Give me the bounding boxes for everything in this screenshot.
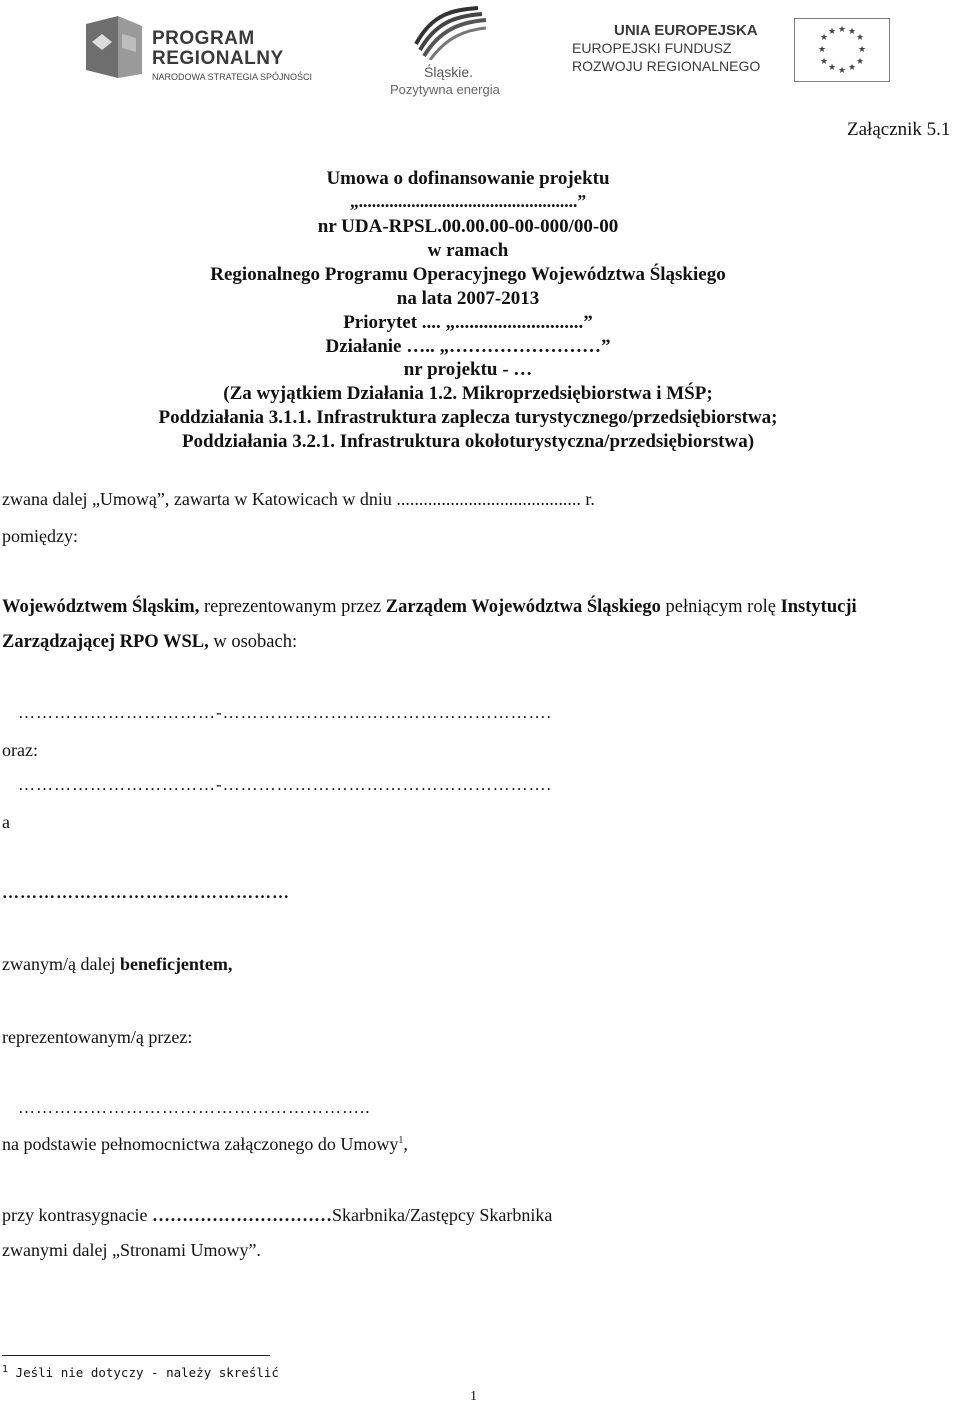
in-persons-text: w osobach: — [208, 632, 298, 652]
slaskie-wave-icon — [408, 4, 488, 60]
svg-text:★: ★ — [827, 27, 837, 37]
eu-logo — [572, 22, 892, 82]
footnote-ref: 1 — [398, 1135, 404, 1146]
svg-text:★: ★ — [819, 57, 829, 67]
programme-period: na lata 2007-2013 — [396, 288, 540, 309]
institution-line1: Instytucji — [780, 597, 857, 617]
priority-placeholder: Priorytet .... „...........................” — [343, 312, 593, 333]
program-regionalny-logo — [82, 12, 342, 82]
project-number-placeholder: nr projektu - … — [403, 359, 533, 380]
beneficiary-fill: ………………………………………… — [2, 883, 290, 902]
represented-by-text: reprezentowanym przez — [199, 597, 386, 617]
role-text: pełniącym rolę — [660, 597, 781, 617]
svg-text:★: ★ — [847, 63, 857, 73]
represented-by-label: reprezentowanym/ą przez: — [2, 1027, 193, 1047]
beneficiary-line — [2, 954, 232, 975]
party-a-line1 — [2, 597, 958, 618]
eu-flag-icon — [794, 18, 890, 82]
measure-placeholder: Działanie ….. „……………………” — [325, 336, 611, 357]
slaskie-logo-line2: Pozytywna energia — [390, 82, 500, 97]
countersignature-role: Skarbnika/Zastępcy Skarbnika — [331, 1205, 553, 1225]
program-regionalny-emblem-icon — [82, 12, 144, 82]
eu-logo-line1: UNIA EUROPEJSKA — [614, 22, 758, 39]
board-name: Zarządem Województwa Śląskiego — [385, 597, 661, 617]
parties-line: zwanymi dalej „Stronami Umowy”. — [2, 1240, 261, 1260]
countersignature-line — [2, 1205, 552, 1226]
programme-name: Regionalnego Programu Operacyjnego Województwa Śląskiego — [210, 264, 726, 285]
svg-text:★: ★ — [847, 27, 857, 37]
power-of-attorney-text: na podstawie pełnomocnictwa załączonego do Umowy — [2, 1134, 399, 1154]
eu-logo-line2: EUROPEJSKI FUNDUSZ — [572, 40, 732, 56]
footnote-number: 1 — [2, 1363, 9, 1375]
program-logo-line1: PROGRAM — [152, 28, 255, 49]
svg-text:★: ★ — [817, 45, 827, 55]
svg-text:★: ★ — [827, 63, 837, 73]
contract-number: nr UDA-RPSL.00.00.00-00-000/00-00 — [317, 216, 619, 237]
intro-line: zwana dalej „Umową”, zawarta w Katowicach w dniu ......................................... r. — [2, 489, 595, 509]
countersignature-fill: ………………………… — [151, 1205, 332, 1225]
exception-line2: Poddziałania 3.1.1. Infrastruktura zaplecza turystycznego/przedsiębiorstwa; — [158, 407, 778, 428]
svg-text:★: ★ — [819, 33, 829, 43]
beneficiary-representative-fill: ………………………………………………….. — [18, 1098, 371, 1117]
footnote-text: Jeśli nie dotyczy - należy skreślić — [8, 1365, 279, 1380]
project-name-placeholder: „..................................................” — [349, 191, 587, 211]
exception-line3: Poddziałania 3.2.1. Infrastruktura okołoturystyczna/przedsiębiorstwa) — [181, 431, 755, 452]
eu-logo-line3: ROZWOJU REGIONALNEGO — [572, 58, 761, 74]
svg-text:★: ★ — [857, 45, 867, 55]
poa-comma: , — [403, 1134, 408, 1154]
called-prefix: zwanym/ą dalej — [2, 954, 120, 974]
and-a-label: a — [2, 812, 10, 832]
svg-text:★: ★ — [855, 57, 865, 67]
footnote-separator — [2, 1355, 270, 1356]
party-a-line2 — [2, 632, 297, 653]
program-logo-line2: REGIONALNY — [152, 48, 284, 69]
countersignature-prefix: przy kontrasygnacie — [2, 1205, 152, 1225]
slaskie-logo — [388, 4, 528, 99]
slaskie-logo-line1: Śląskie. — [424, 64, 474, 80]
between-label: pomiędzy: — [2, 526, 78, 546]
footnote — [2, 1365, 279, 1380]
beneficiary-term: beneficjentem, — [119, 954, 233, 974]
svg-text:★: ★ — [837, 25, 847, 35]
page-number: 1 — [470, 1389, 477, 1404]
contract-title: Umowa o dofinansowanie projektu — [326, 168, 610, 189]
power-of-attorney-line — [2, 1134, 408, 1155]
program-logo-line3: NARODOWA STRATEGIA SPÓJNOŚCI — [152, 72, 313, 82]
exception-line1: (Za wyjątkiem Działania 1.2. Mikroprzedsiębiorstwa i MŚP; — [223, 383, 713, 404]
representatives-fill-2: ……………………………-………………………………………………. — [18, 775, 552, 794]
annex-label: Załącznik 5.1 — [847, 119, 951, 140]
representatives-fill-1: ……………………………-………………………………………………. — [18, 703, 552, 722]
party-a-name: Województwem Śląskim, — [2, 597, 200, 617]
svg-text:★: ★ — [837, 66, 847, 76]
institution-line2: Zarządzającej RPO WSL, — [2, 632, 209, 652]
svg-text:★: ★ — [855, 33, 865, 43]
header-logos — [0, 0, 960, 110]
and-label: oraz: — [2, 740, 38, 760]
title-within: w ramach — [427, 240, 509, 261]
